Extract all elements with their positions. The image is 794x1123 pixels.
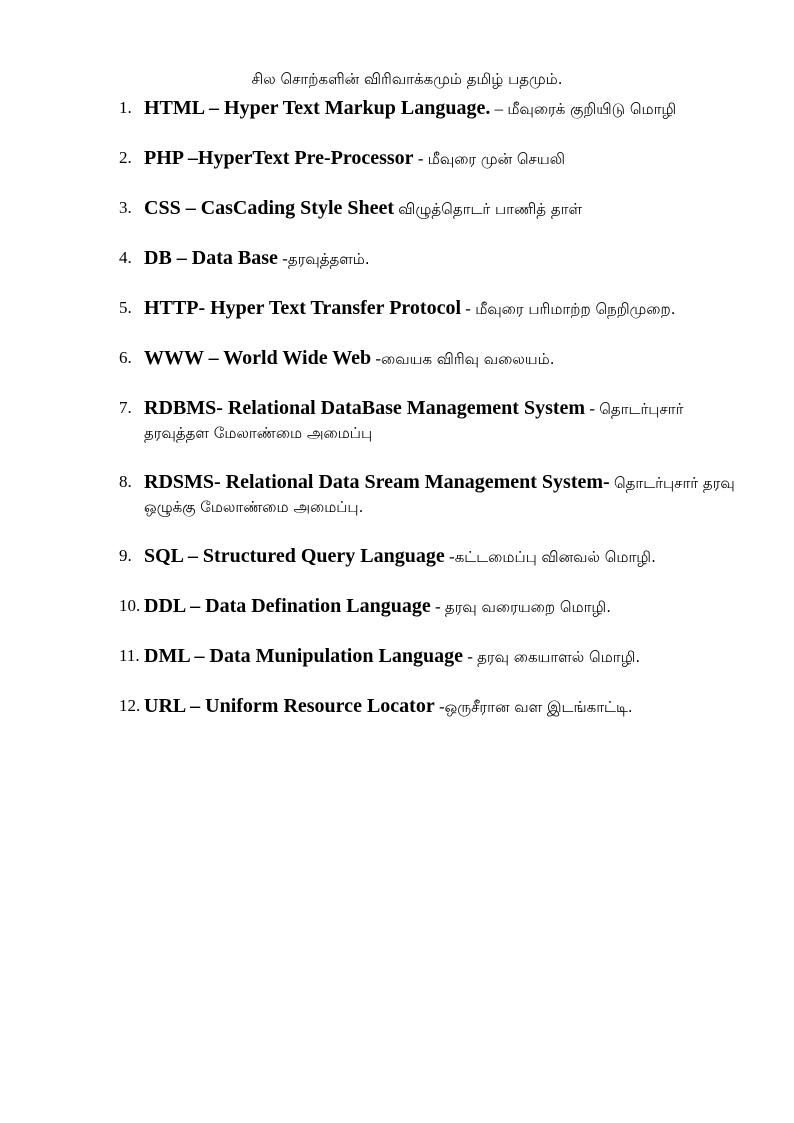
- english-term: HTTP- Hyper Text Transfer Protocol: [144, 297, 462, 319]
- item-number: 5.: [119, 298, 132, 317]
- list-item: [119, 594, 749, 619]
- tamil-term: மீவுரைக் குறியிடு மொழி: [507, 100, 677, 118]
- item-text: [144, 644, 749, 669]
- item-number: 11.: [119, 646, 140, 665]
- tamil-term: தொடர்புசார் தரவுத்தள மேலாண்மை அமைப்பு: [144, 400, 684, 442]
- english-term: SQL – Structured Query Language: [144, 545, 445, 567]
- english-term: DML – Data Munipulation Language: [144, 645, 463, 667]
- item-text: [144, 296, 749, 321]
- english-term: DDL – Data Defination Language: [144, 595, 431, 617]
- list-item: [119, 96, 749, 121]
- english-term: DB – Data Base: [144, 247, 278, 269]
- item-text: [144, 470, 749, 519]
- separator: -: [277, 249, 288, 268]
- tamil-term: மீவுரை பரிமாற்ற நெறிமுறை.: [475, 300, 676, 318]
- item-text: [144, 544, 749, 569]
- tamil-term: தரவுத்தளம்.: [287, 250, 370, 268]
- tamil-term: ஒருசீரான வள இடங்காட்டி.: [444, 698, 633, 716]
- english-term: PHP –HyperText Pre-Processor: [144, 147, 414, 169]
- item-number: 9.: [119, 546, 132, 565]
- item-number: 4.: [119, 248, 132, 267]
- item-number: 12.: [119, 696, 141, 715]
- list-item: [119, 644, 749, 669]
- list-item: [119, 346, 749, 371]
- tamil-term: தொடர்புசார் தரவு ஒழுக்கு மேலாண்மை அமைப்பு.: [144, 474, 735, 516]
- english-term: WWW – World Wide Web: [144, 347, 372, 369]
- english-term: HTML – Hyper Text Markup Language.: [144, 97, 491, 119]
- tamil-term: மீவுரை முன் செயலி: [427, 150, 566, 168]
- list-item: [119, 246, 749, 271]
- english-term: CSS – CasCading Style Sheet: [144, 197, 395, 219]
- tamil-term: விழுத்தொடர் பாணித் தாள்: [398, 200, 582, 218]
- separator: -: [461, 299, 476, 318]
- page-heading: சில சொற்களின் விரிவாக்கமும் தமிழ் பதமும்.: [251, 70, 563, 88]
- item-number: 7.: [119, 398, 132, 417]
- separator: -: [585, 399, 600, 418]
- item-number: 8.: [119, 472, 132, 491]
- item-number: 3.: [119, 198, 132, 217]
- list-item: [119, 396, 749, 445]
- list-item: [119, 694, 749, 719]
- item-text: [144, 594, 749, 619]
- list-item: [119, 470, 749, 519]
- item-text: [144, 246, 749, 271]
- separator: -: [413, 149, 428, 168]
- item-text: [144, 146, 749, 171]
- item-number: 1.: [119, 98, 132, 117]
- item-text: [144, 196, 749, 221]
- tamil-term: வையக விரிவு வலையம்.: [381, 350, 555, 368]
- item-text: [144, 96, 749, 121]
- separator: -: [462, 647, 478, 666]
- item-number: 10.: [119, 596, 141, 615]
- list-item: [119, 196, 749, 221]
- separator: –: [490, 99, 508, 118]
- tamil-term: கட்டமைப்பு வினவல் மொழி.: [454, 548, 656, 566]
- item-text: [144, 346, 749, 371]
- list-item: [119, 296, 749, 321]
- tamil-term: தரவு கையாளல் மொழி.: [477, 648, 641, 666]
- separator: -: [434, 697, 445, 716]
- list-item: [119, 146, 749, 171]
- item-number: 6.: [119, 348, 132, 367]
- tamil-term: தரவு வரையறை மொழி.: [444, 598, 611, 616]
- english-term: RDBMS- Relational DataBase Management System: [144, 397, 586, 419]
- english-term: RDSMS- Relational Data Sream Management System-: [144, 471, 610, 493]
- separator: -: [430, 597, 445, 616]
- item-text: [144, 396, 749, 445]
- item-text: [144, 694, 749, 719]
- separator: -: [444, 547, 455, 566]
- item-number: 2.: [119, 148, 132, 167]
- glossary-list: [119, 96, 749, 744]
- list-item: [119, 544, 749, 569]
- separator: -: [371, 349, 382, 368]
- english-term: URL – Uniform Resource Locator: [144, 695, 435, 717]
